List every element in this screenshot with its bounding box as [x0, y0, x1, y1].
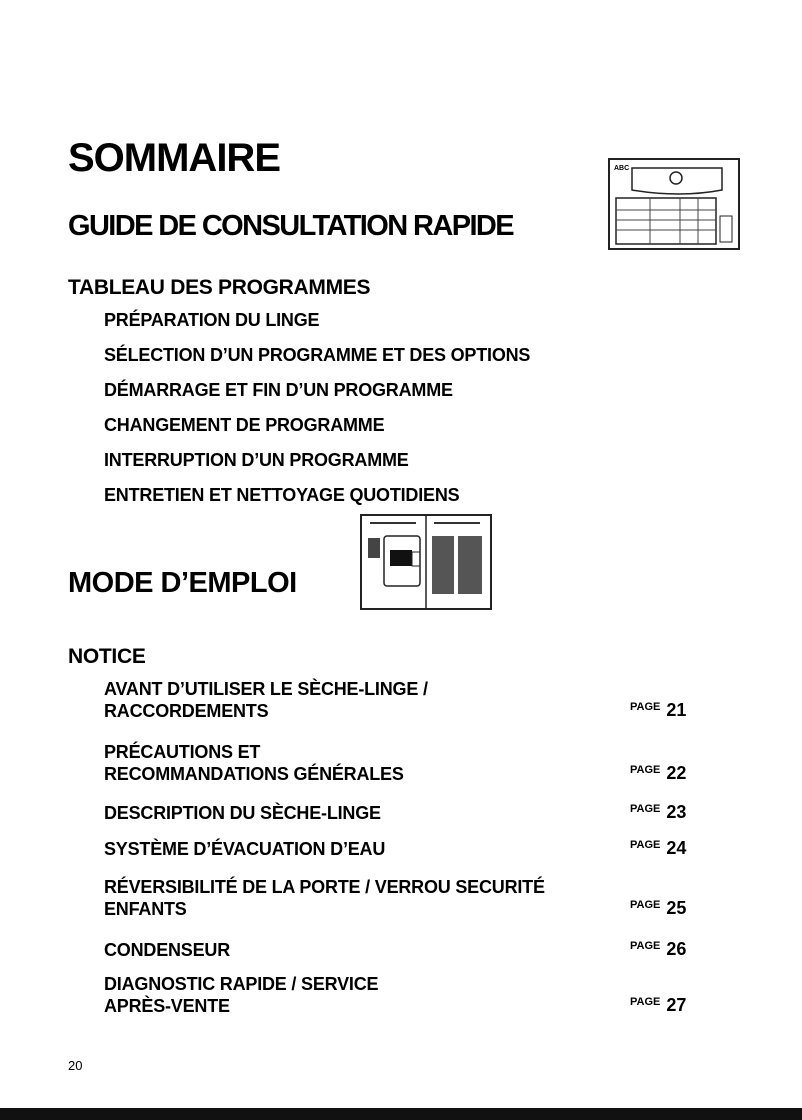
page-ref	[630, 898, 686, 919]
toc-item-line: DIAGNOSTIC RAPIDE / SERVICE	[104, 974, 379, 994]
toc-item	[104, 741, 404, 785]
page-number-ref: 21	[666, 700, 687, 720]
page-label: PAGE	[630, 764, 661, 776]
page-label: PAGE	[630, 940, 661, 952]
page-number: 20	[68, 1058, 83, 1073]
thumbnail-label: ABC	[614, 165, 630, 172]
manual-pages-illustration	[362, 516, 490, 608]
toc-item-line: RACCORDEMENTS	[104, 701, 269, 721]
toc-item-line: APRÈS-VENTE	[104, 996, 230, 1016]
page-number-ref: 26	[666, 939, 687, 959]
guide-heading: GUIDE DE CONSULTATION RAPIDE	[68, 210, 513, 242]
page-number-ref: 25	[666, 898, 687, 918]
quick-guide-thumbnail	[608, 158, 740, 250]
toc-item	[104, 973, 378, 1017]
page-label: PAGE	[630, 899, 661, 911]
toc-item	[104, 802, 381, 824]
program-table-illustration	[610, 160, 738, 248]
page-number-ref: 27	[666, 995, 687, 1015]
toc-item: ENTRETIEN ET NETTOYAGE QUOTIDIENS	[104, 485, 460, 505]
page-label: PAGE	[630, 803, 661, 815]
page-ref	[630, 763, 686, 784]
toc-item: PRÉPARATION DU LINGE	[104, 310, 320, 330]
toc-item-line: CONDENSEUR	[104, 940, 231, 960]
page-ref	[630, 802, 686, 823]
toc-item	[104, 876, 545, 920]
toc-item-line: SYSTÈME D’ÉVACUATION D’EAU	[104, 839, 386, 859]
manual-thumbnail	[360, 514, 492, 610]
bottom-border	[0, 1108, 802, 1120]
toc-item: CHANGEMENT DE PROGRAMME	[104, 415, 385, 435]
toc-item	[104, 838, 385, 860]
page-label: PAGE	[630, 701, 661, 713]
mode-heading: MODE D’EMPLOI	[68, 567, 297, 599]
page-label: PAGE	[630, 839, 661, 851]
page-ref	[630, 700, 686, 721]
toc-item: SÉLECTION D’UN PROGRAMME ET DES OPTIONS	[104, 345, 531, 365]
page-ref	[630, 838, 686, 859]
page-title: SOMMAIRE	[68, 136, 280, 180]
toc-item-line: AVANT D’UTILISER LE SÈCHE-LINGE /	[104, 679, 428, 699]
page-number-ref: 23	[666, 802, 687, 822]
page-ref	[630, 939, 686, 960]
toc-item: DÉMARRAGE ET FIN D’UN PROGRAMME	[104, 380, 453, 400]
toc-item	[104, 939, 230, 961]
page-number-ref: 24	[666, 838, 687, 858]
page-number-ref: 22	[666, 763, 687, 783]
toc-item	[104, 678, 428, 722]
section-notice: NOTICE	[68, 645, 146, 668]
toc-item-line: RECOMMANDATIONS GÉNÉRALES	[104, 764, 404, 784]
toc-item-line: ENFANTS	[104, 899, 187, 919]
toc-item-line: RÉVERSIBILITÉ DE LA PORTE / VERROU SECURITÉ	[104, 877, 545, 897]
page-label: PAGE	[630, 996, 661, 1008]
toc-item-line: DESCRIPTION DU SÈCHE-LINGE	[104, 803, 381, 823]
page-ref	[630, 995, 686, 1016]
section-program-table: TABLEAU DES PROGRAMMES	[68, 276, 371, 299]
toc-item: INTERRUPTION D’UN PROGRAMME	[104, 450, 409, 470]
toc-item-line: PRÉCAUTIONS ET	[104, 742, 261, 762]
